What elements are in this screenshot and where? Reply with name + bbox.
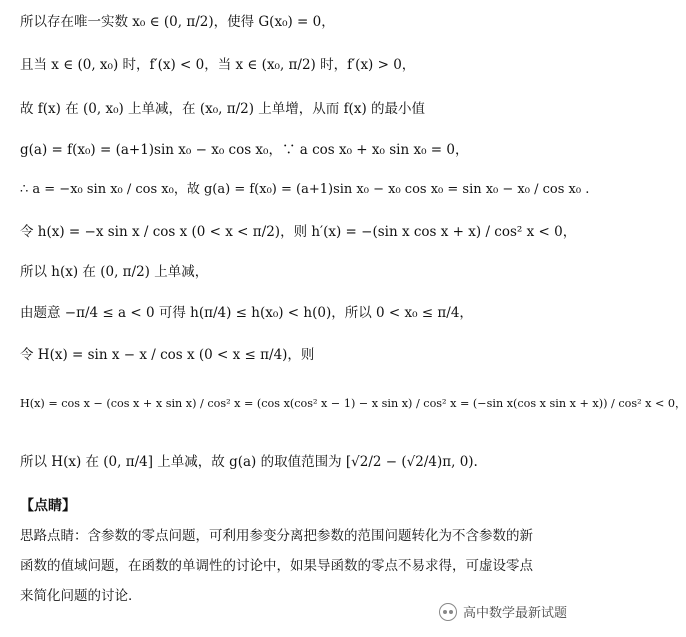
proof-line-3: 故 f(x) 在 (0, x₀) 上单减，在 (x₀, π/2) 上单增，从而 f(x) 的最小值 <box>20 101 425 117</box>
proof-line-5: ∴ a = −x₀ sin x₀ / cos x₀，故 g(a) = f(x₀) = (a+1)sin x₀ − x₀ cos x₀ = sin x₀ − x₀ / cos x₀ . <box>20 182 590 197</box>
proof-line-2: 且当 x ∈ (0, x₀) 时，f′(x) < 0，当 x ∈ (x₀, π/2) 时，f′(x) > 0， <box>20 57 416 73</box>
wechat-icon <box>439 603 457 621</box>
dianjing-line-2: 函数的值域问题，在函数的单调性的讨论中，如果导函数的零点不易求得，可虚设零点 <box>20 558 533 574</box>
dianjing-line-1: 思路点睛：含参数的零点问题，可利用参变分离把参数的范围问题转化为不含参数的新 <box>20 528 533 544</box>
dianjing-line-3: 来简化问题的讨论. <box>20 588 133 604</box>
proof-line-1: 所以存在唯一实数 x₀ ∈ (0, π/2)，使得 G(x₀) = 0， <box>20 14 335 30</box>
proof-line-7: 所以 h(x) 在 (0, π/2) 上单减， <box>20 264 209 280</box>
dianjing-heading: 【点睛】 <box>20 498 76 514</box>
proof-line-11: 所以 H(x) 在 (0, π/4] 上单减，故 g(a) 的取值范围为 [√2/2 − (√2/4)π, 0). <box>20 454 478 470</box>
watermark-text: 高中数学最新试题 <box>462 606 567 621</box>
watermark <box>439 602 567 621</box>
proof-line-8: 由题意 −π/4 ≤ a < 0 可得 h(π/4) ≤ h(x₀) < h(0)，所以 0 < x₀ ≤ π/4， <box>20 305 473 321</box>
proof-line-6: 令 h(x) = −x sin x / cos x (0 < x < π/2)，则 h′(x) = −(sin x cos x + x) / cos² x < 0， <box>20 224 577 240</box>
proof-line-10: H(x) = cos x − (cos x + x sin x) / cos² x = (cos x(cos² x − 1) − x sin x) / cos² x = (−sin x(cos x sin x + x)) / cos² x < 0， <box>20 397 686 410</box>
proof-line-4: g(a) = f(x₀) = (a+1)sin x₀ − x₀ cos x₀，∵ a cos x₀ + x₀ sin x₀ = 0， <box>20 142 469 158</box>
proof-line-9: 令 H(x) = sin x − x / cos x (0 < x ≤ π/4)，则 <box>20 347 315 363</box>
